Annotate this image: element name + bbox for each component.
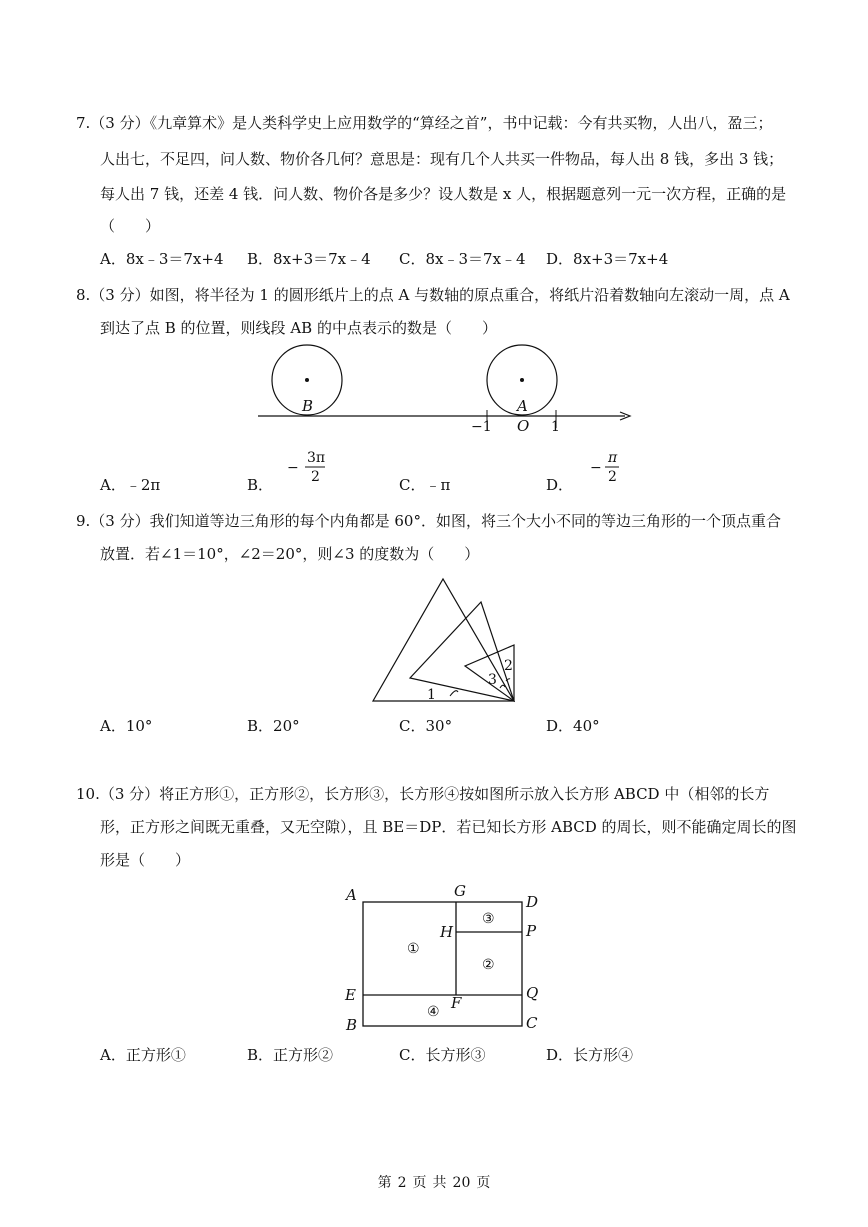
triangles-figure [368,575,528,707]
q7-line-1: 7.（3 分）《九章算术》是人类科学史上应用数学的“算经之首”，书中记载：今有共买物，人出八，盈三； [76,114,773,132]
q9-option-a: A．10° [100,717,153,735]
vertex-h-label: H [440,923,454,941]
q9-option-c: C．30° [399,717,453,735]
q8-line-1: 8.（3 分）如图，将半径为 1 的圆形纸片上的点 A 与数轴的原点重合，将纸片沿着数轴向左滚动一周，点 A [76,286,790,304]
origin-label: O [517,417,530,435]
footer-ye-end: 页 [476,1175,491,1191]
point-b-label: B [302,397,314,415]
q10-option-b: B．正方形② [247,1046,334,1064]
number-line-figure [250,340,640,440]
vertex-e-label: E [345,986,356,1004]
q7-option-c: C．8x﹣3＝7x﹣4 [399,250,526,268]
circle-b-center [305,378,309,382]
vertex-f-label: F [451,994,462,1012]
angle2-label: 2 [504,658,513,674]
vertex-d-label: D [526,893,539,911]
q10-line-2: 形，正方形之间既无重叠，又无空隙），且 BE＝DP．若已知长方形 ABCD 的周长，则不能确定周长的图 [100,818,797,836]
q8-option-d-numerator: π [608,450,618,466]
vertex-q-label: Q [526,984,539,1002]
q10-line-1: 10.（3 分）将正方形①，正方形②，长方形③，长方形④按如图所示放入长方形 ABCD 中（相邻的长方 [76,785,770,803]
q9-line-1: 9.（3 分）我们知道等边三角形的每个内角都是 60°．如图，将三个大小不同的等边三角形的一个顶点重合 [76,512,781,530]
q8-option-d-fraction [588,448,628,486]
q10-option-d: D．长方形④ [546,1046,634,1064]
q9-option-b: B．20° [247,717,300,735]
q9-option-d: D．40° [546,717,600,735]
region-3-label: ③ [482,911,495,927]
point-a-label: A [517,397,528,415]
circle-a-center [520,378,524,382]
q7-option-a: A．8x﹣3＝7x+4 [100,250,224,268]
q7-option-d: D．8x+3＝7x+4 [546,250,669,268]
q8-option-d-sign: − [590,460,602,476]
q8-option-b-sign: − [287,460,299,476]
q7-line-4: （ ） [100,217,161,235]
q7-line-3: 每人出 7 钱，还差 4 钱．问人数、物价各是多少？设人数是 x 人，根据题意列一元一次方程，正确的是 [100,185,787,203]
angle1-arc [450,691,458,696]
q7-option-b: B．8x+3＝7x﹣4 [247,250,371,268]
region-4-label: ④ [427,1004,440,1020]
q7-line-2: 人出七，不足四，问人数、物价各几何？意思是：现有几个人共买一件物品，每人出 8 钱，多出 3 钱； [100,150,784,168]
angle1-label: 1 [427,687,436,703]
q8-option-b-denominator: 2 [311,469,320,485]
q10-line-3: 形是（ ） [100,851,191,869]
q10-option-c: C．长方形③ [399,1046,486,1064]
region-1-label: ① [407,941,420,957]
angle3-arc [500,685,505,688]
q8-option-c: C．﹣π [399,476,451,494]
vertex-b-label: B [346,1016,358,1034]
footer-total-pages: 20 [452,1175,471,1191]
tick-neg1-label: −1 [471,419,492,435]
q9-line-2: 放置．若∠1＝10°，∠2＝20°，则∠3 的度数为（ ） [100,545,480,563]
page-footer [0,1172,868,1192]
footer-di: 第 [377,1175,392,1191]
tick-1-label: 1 [551,419,560,435]
q10-option-a: A．正方形① [100,1046,186,1064]
q8-line-2: 到达了点 B 的位置，则线段 AB 的中点表示的数是（ ） [100,319,497,337]
q8-option-b-fraction [285,448,335,486]
q8-option-d-denominator: 2 [608,469,617,485]
footer-page-number: 2 [397,1175,407,1191]
rectangle-figure [340,878,550,1038]
q8-option-d-letter: D． [546,476,574,494]
q8-option-b-letter: B． [247,476,274,494]
vertex-p-label: P [526,922,537,940]
q8-option-a: A．﹣2π [100,476,161,494]
angle3-label: 3 [488,672,497,688]
region-2-label: ② [482,957,495,973]
q8-option-b-numerator: 3π [307,450,326,466]
rectangle-abcd [363,902,522,1026]
footer-ye: 页 [412,1175,427,1191]
vertex-a-label: A [346,886,357,904]
footer-gong: 共 [432,1175,447,1191]
vertex-g-label: G [454,882,466,900]
vertex-c-label: C [526,1014,538,1032]
